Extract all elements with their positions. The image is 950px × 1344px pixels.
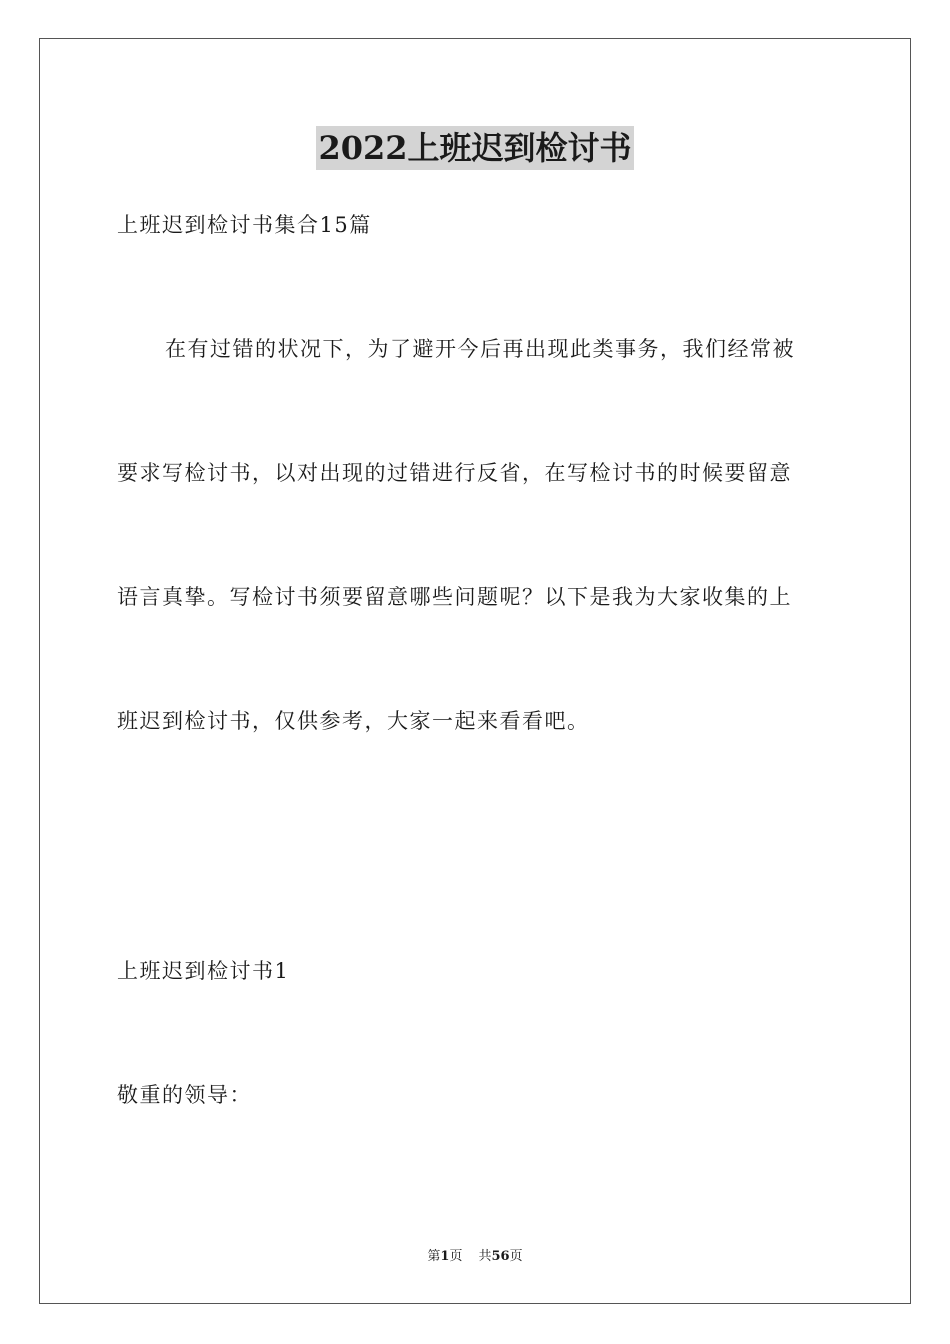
page-suffix: 页 <box>449 1249 463 1264</box>
section-heading: 上班迟到检讨书1 <box>117 959 290 983</box>
title-container <box>0 126 950 170</box>
intro-line-2: 要求写检讨书，以对出现的过错进行反省，在写检讨书的时候要留意 <box>117 461 792 485</box>
intro-line-1: 在有过错的状况下，为了避开今后再出现此类事务，我们经常被 <box>165 337 795 361</box>
page-footer <box>0 1248 950 1266</box>
page-prefix: 第 <box>427 1249 441 1264</box>
intro-line-4: 班迟到检讨书，仅供参考，大家一起来看看吧。 <box>117 709 590 733</box>
total-prefix: 共 <box>478 1249 492 1264</box>
document-title: 2022上班迟到检讨书 <box>316 126 633 170</box>
page-number: 1 <box>440 1249 450 1264</box>
salutation: 敬重的领导： <box>117 1083 252 1107</box>
total-pages: 56 <box>491 1249 510 1264</box>
intro-line-3: 语言真挚。写检讨书须要留意哪些问题呢？以下是我为大家收集的上 <box>117 585 792 609</box>
total-suffix: 页 <box>509 1249 523 1264</box>
document-subtitle: 上班迟到检讨书集合15篇 <box>117 213 372 237</box>
